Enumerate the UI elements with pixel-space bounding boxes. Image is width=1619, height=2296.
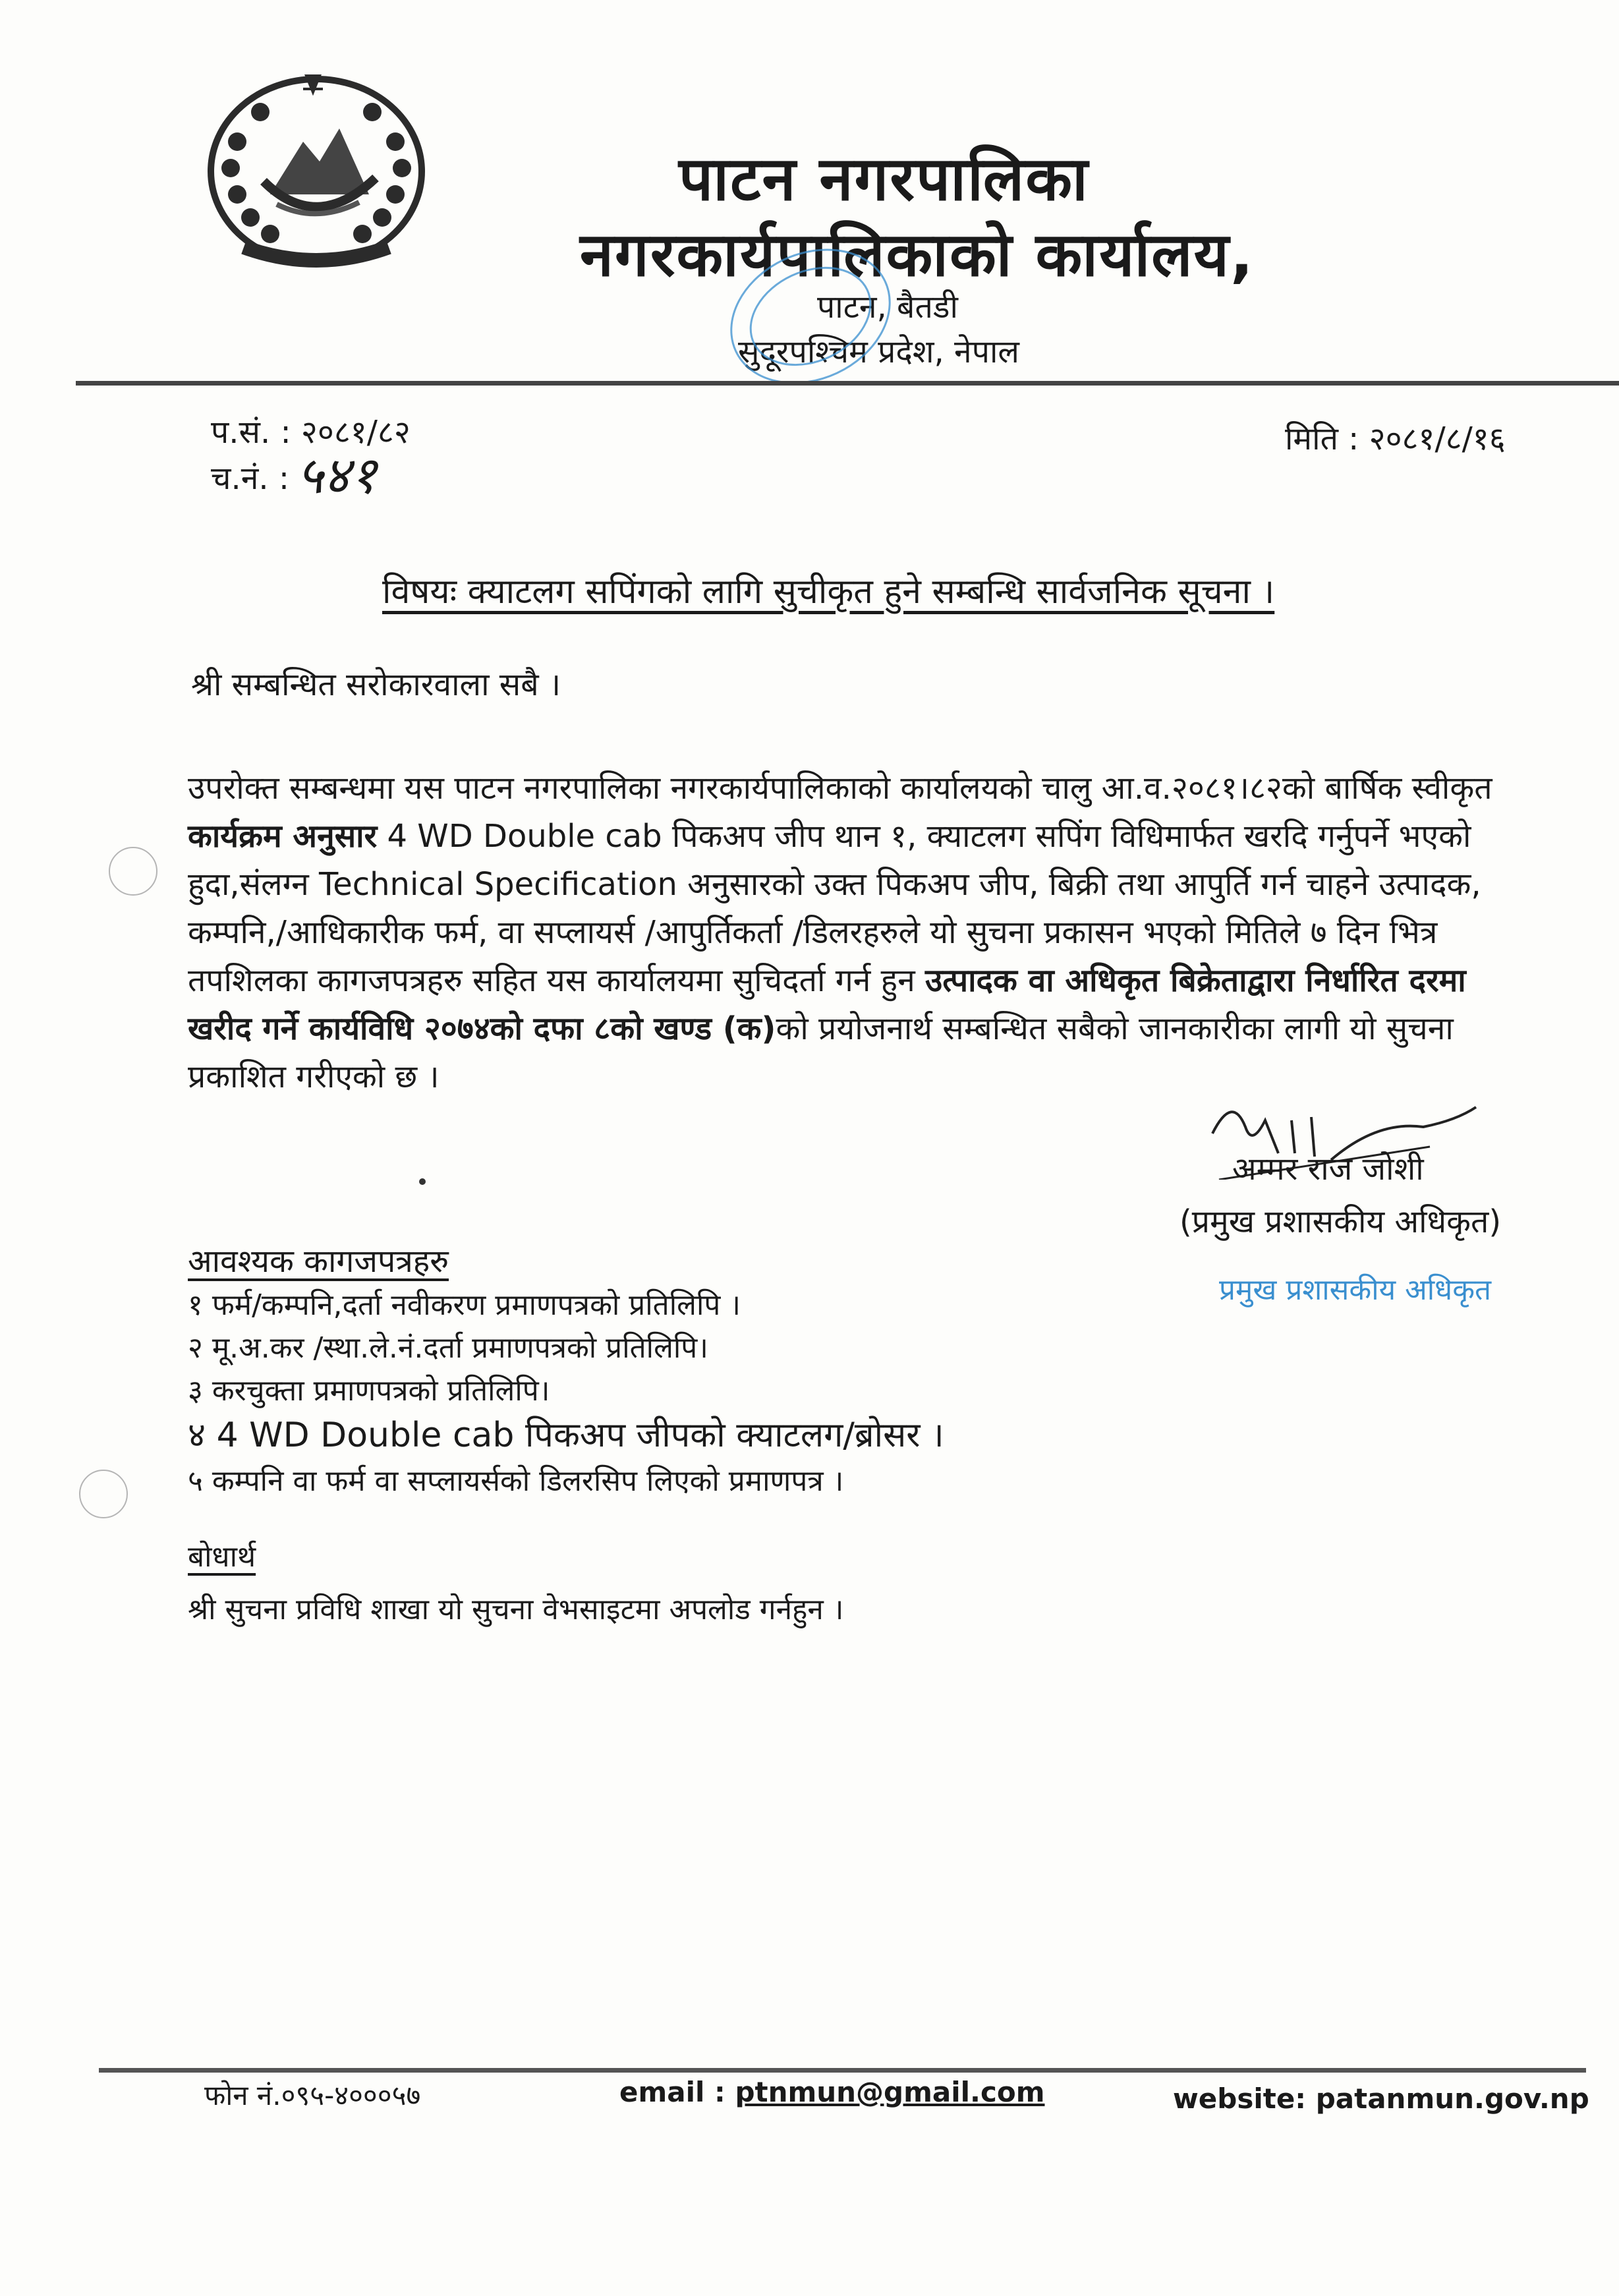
notice-subject: विषयः क्याटलग सपिंगको लागि सुचीकृत हुने सम्बन्धि सार्वजनिक सूचना । [382,572,1275,612]
footer-email [619,2076,1044,2108]
nepal-emblem-logo [198,63,435,280]
body-line-6-rest: को प्रयोजनार्थ सम्बन्धित सबैको जानकारीका लागी यो सुचना [776,1010,1454,1047]
document-item: १ फर्म/कम्पनि,दर्ता नवीकरण प्रमाणपत्रको प्रतिलिपि । [188,1288,741,1322]
body-line-2 [188,813,1619,861]
document-item: ५ कम्पनि वा फर्म वा सप्लायर्सको डिलरसिप लिएको प्रमाणपत्र । [188,1464,844,1498]
body-line-2-rest: 4 WD Double cab पिकअप जीप थान १, क्याटलग सपिंग विधिमार्फत खरदि गर्नुपर्ने भएको [377,818,1471,855]
document-item: ४ 4 WD Double cab पिकअप जीपको क्याटलग/ब्रोसर । [188,1416,944,1455]
signatory-name: अम्मर राज जोशी [1232,1151,1424,1188]
required-documents-title: आवश्यक कागजपत्रहरु [188,1243,449,1280]
signatory-title: (प्रमुख प्रशासकीय अधिकृत) [1179,1203,1502,1240]
dispatch-label: च.नं. : [211,460,290,497]
body-line-2-bold: कार्यक्रम अनुसार [188,818,378,855]
body-line-5-bold: उत्पादक वा अधिकृत बिक्रेताद्वारा निर्धारित दरमा [925,962,1466,999]
body-line-3: हुदा,संलग्न Technical Specification अनुसारको उक्त पिकअप जीप, बिक्री तथा आपुर्ति गर्न चाहने उत्पादक, [188,866,1481,903]
salutation: श्री सम्बन्धित सरोकारवाला सबै । [191,666,561,703]
punch-hole-mark [79,1470,128,1518]
body-line-7: प्रकाशित गरीएको छ । [188,1058,440,1095]
issue-date: मिति : २०८१/८/१६ [1285,420,1506,457]
footer-email-link[interactable]: ptnmun@gmail.com [735,2076,1045,2108]
cc-title: बोधार्थ [188,1540,256,1574]
signatory-stamp: प्रमुख प्रशासकीय अधिकृत [1219,1273,1492,1307]
document-item: ३ करचुक्ता प्रमाणपत्रको प्रतिलिपि। [188,1374,550,1408]
footer-email-label: email : [619,2076,735,2108]
dispatch-number: ५४१ [297,446,377,505]
body-line-6 [188,1005,1619,1053]
office-name: नगरकार्यपालिकाको कार्यालय, [580,219,1255,290]
body-line-6-bold: खरीद गर्ने कार्यविधि २०७४को दफा ८को खण्ड (क) [188,1010,776,1047]
punch-hole-mark [109,847,157,896]
reference-number: प.सं. : २०८१/८२ [211,414,411,451]
ink-dot [419,1178,426,1185]
footer-website[interactable]: website: patanmun.gov.np [1173,2082,1589,2115]
office-location: पाटन, बैतडी [817,289,958,326]
body-line-4: कम्पनि,/आधिकारीक फर्म, वा सप्लायर्स /आपुर्तिकर्ता /डिलरहरुले यो सुचना प्रकासन भएको मितिले ७ दिन भित्र [188,914,1438,951]
body-line-1: उपरोक्त सम्बन्धमा यस पाटन नगरपालिका नगरकार्यपालिकाको कार्यालयको चालु आ.व.२०८१।८२को बार्षिक स्वीकृत [188,770,1492,807]
document-item: २ मू.अ.कर /स्था.ले.नं.दर्ता प्रमाणपत्रको प्रतिलिपि। [188,1331,708,1365]
office-province: सुदूरपश्चिम प्रदेश, नेपाल [738,333,1019,370]
office-stamp [718,241,903,392]
body-line-5-start: तपशिलका कागजपत्रहरु सहित यस कार्यालयमा सुचिदर्ता गर्न हुन [188,962,926,999]
footer-divider [99,2068,1586,2073]
cc-text: श्री सुचना प्रविधि शाखा यो सुचना वेभसाइटमा अपलोड गर्नहुन । [188,1593,844,1626]
footer-phone: फोन नं.०९५-४०००५७ [204,2079,421,2111]
notice-body [188,764,1619,1101]
header-divider [76,381,1619,386]
body-line-5 [188,957,1619,1005]
org-name: पाटन नगरपालिका [679,144,1089,214]
